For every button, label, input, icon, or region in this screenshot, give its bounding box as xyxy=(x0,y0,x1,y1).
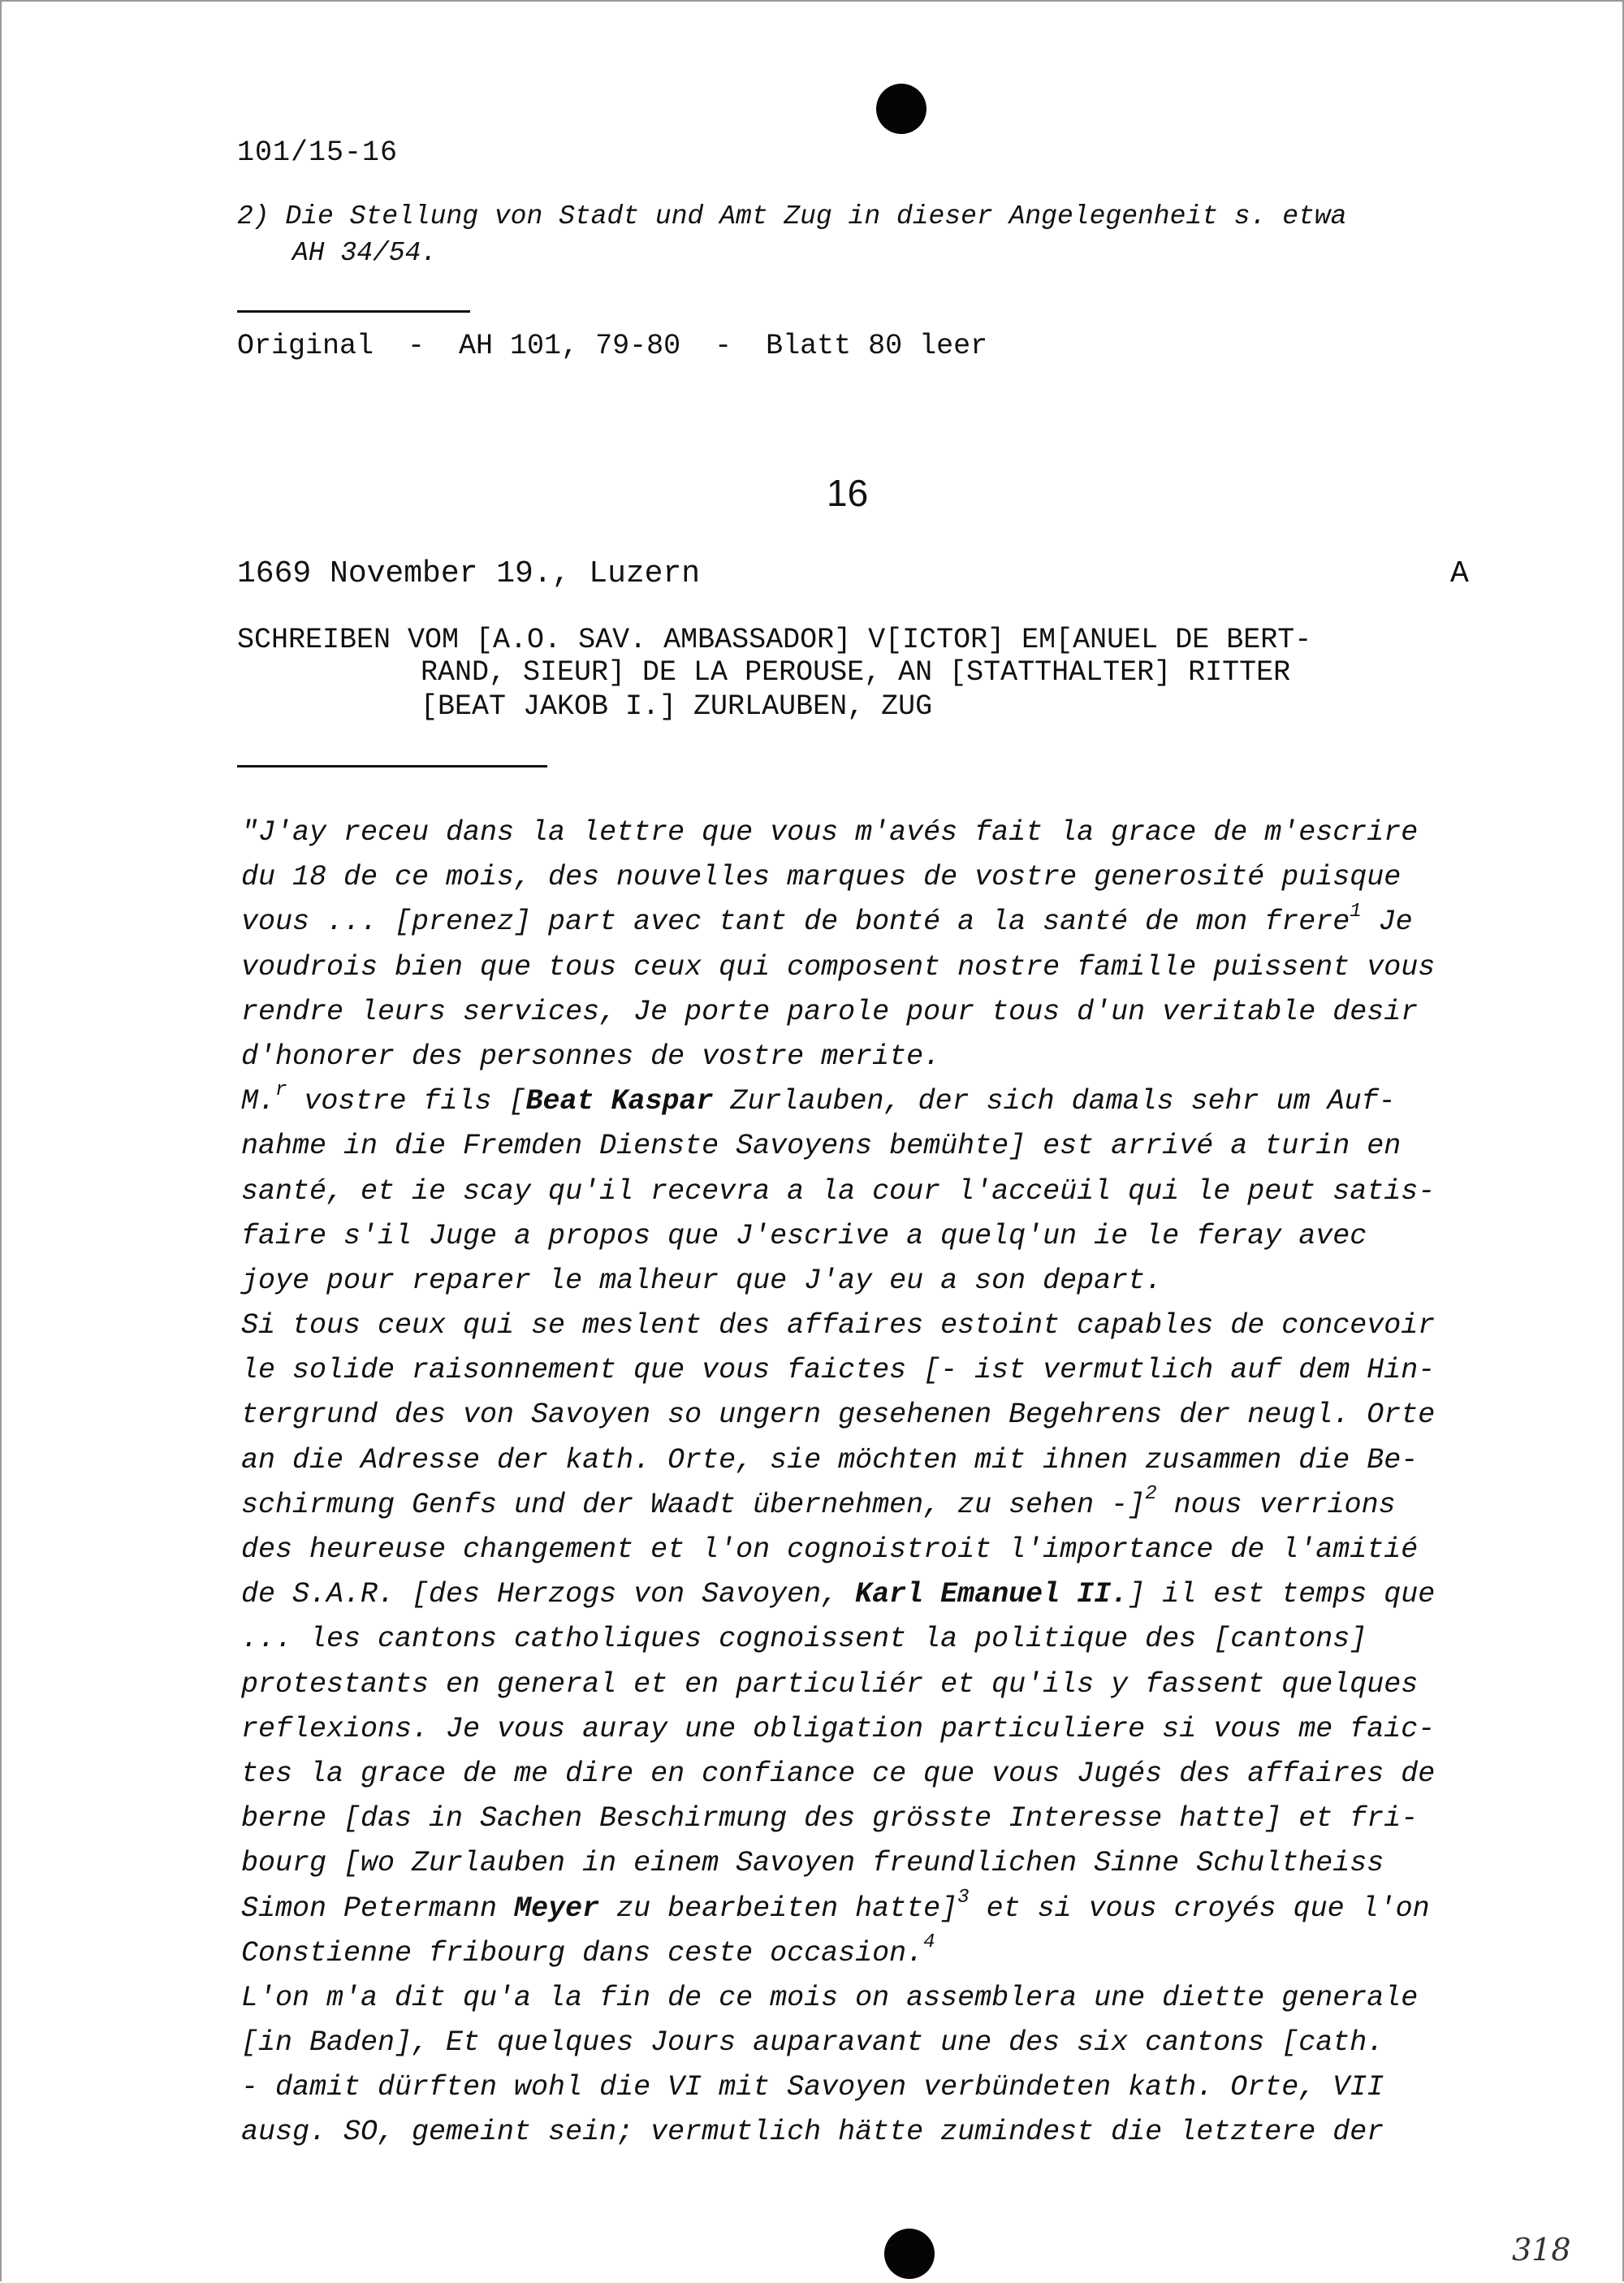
body-line: de S.A.R. [des Herzogs von Savoyen, Karl Emanuel II.] il est temps que xyxy=(241,1578,1436,1611)
body-line: schirmung Genfs und der Waadt übernehmen, zu sehen -]$^2$ nous verrions xyxy=(241,1483,1396,1521)
body-line: - damit dürften wohl die VI mit Savoyen verbündeten kath. Orte, VII xyxy=(241,2071,1384,2104)
footnote-ref: 1 xyxy=(1350,900,1362,923)
letter-body xyxy=(241,811,1435,2155)
footnote-line-1: 2) Die Stellung von Stadt und Amt Zug in dieser Angelegenheit s. etwa xyxy=(237,201,1347,231)
body-line: santé, et ie scay qu'il recevra a la cour l'acceüil qui le peut satis- xyxy=(241,1174,1436,1208)
body-line: [in Baden], Et quelques Jours auparavant une des six cantons [cath. xyxy=(241,2026,1384,2060)
body-line: tergrund des von Savoyen so ungern gesehenen Begehrens der neugl. Orte xyxy=(241,1399,1436,1432)
body-line: Constienne fribourg dans ceste occasion.$^4$ xyxy=(241,1931,935,1970)
handwritten-page-number: 318 xyxy=(1512,2232,1571,2268)
body-line: ... les cantons catholiques cognoissent la politique des [cantons] xyxy=(241,1623,1367,1656)
date-place: 1669 November 19., Luzern xyxy=(237,556,701,591)
punch-hole-bottom xyxy=(884,2229,935,2279)
body-line: reflexions. Je vous auray une obligation particuliere si vous me faic- xyxy=(241,1712,1436,1745)
body-line: du 18 de ce mois, des nouvelles marques de vostre generosité puisque xyxy=(241,861,1402,894)
person-name: Beat Kaspar xyxy=(525,1085,714,1118)
body-line: L'on m'a dit qu'a la fin de ce mois on assemblera une diette generale xyxy=(241,1981,1419,2014)
body-line: tes la grace de me dire en confiance ce que vous Jugés des affaires de xyxy=(241,1757,1436,1790)
document-title-line-2: RAND, SIEUR] DE LA PEROUSE, AN [STATTHALTER] RITTER xyxy=(421,656,1291,689)
divider xyxy=(237,310,470,313)
body-line: an die Adresse der kath. Orte, sie möchten mit ihnen zusammen die Be- xyxy=(241,1443,1419,1477)
body-line: vous ... [prenez] part avec tant de bonté a la santé de mon frere$^1$ Je xyxy=(241,900,1413,939)
body-line: des heureuse changement et l'on cognoistroit l'importance de l'amitié xyxy=(241,1533,1419,1566)
punch-hole-top xyxy=(876,84,926,134)
body-line: bourg [wo Zurlauben in einem Savoyen freundlichen Sinne Schultheiss xyxy=(241,1847,1384,1880)
footnote-ref: 3 xyxy=(957,1886,970,1909)
footnote-ref: 4 xyxy=(923,1931,935,1954)
source-line: Original - AH 101, 79-80 - Blatt 80 leer xyxy=(237,330,988,362)
body-line: Si tous ceux qui se meslent des affaires estoint capables de concevoir xyxy=(241,1309,1436,1343)
body-line: "J'ay receu dans la lettre que vous m'avés fait la grace de m'escrire xyxy=(241,816,1419,849)
body-line: le solide raisonnement que vous faictes [- ist vermutlich auf dem Hin- xyxy=(241,1354,1436,1387)
body-line: d'honorer des personnes de vostre merite. xyxy=(241,1040,941,1073)
body-line: M.$^r$ vostre fils [Beat Kaspar Zurlauben, der sich damals sehr um Auf- xyxy=(241,1079,1396,1118)
divider xyxy=(237,765,547,767)
document-title-line-3: [BEAT JAKOB I.] ZURLAUBEN, ZUG xyxy=(421,690,933,723)
body-line: rendre leurs services, Je porte parole pour tous d'un veritable desir xyxy=(241,995,1419,1028)
body-line: nahme in die Fremden Dienste Savoyens bemühte] est arrivé a turin en xyxy=(241,1130,1402,1163)
body-line: joye pour reparer le malheur que J'ay eu a son depart. xyxy=(241,1264,1163,1297)
person-name: Meyer xyxy=(514,1892,600,1925)
reference-number: 101/15-16 xyxy=(237,136,399,169)
person-name: Karl Emanuel II. xyxy=(855,1578,1129,1611)
footnote-line-2: AH 34/54. xyxy=(292,238,438,268)
classification-letter: A xyxy=(1450,556,1469,591)
body-line: berne [das in Sachen Beschirmung des grösste Interesse hatte] et fri- xyxy=(241,1802,1419,1835)
body-line: voudrois bien que tous ceux qui composent nostre famille puissent vous xyxy=(241,950,1436,984)
footnote-ref: 2 xyxy=(1145,1483,1157,1506)
body-line: faire s'il Juge a propos que J'escrive a quelq'un ie le feray avec xyxy=(241,1219,1367,1252)
body-line: protestants en general et en particuliér et qu'ils y fassent quelques xyxy=(241,1667,1419,1701)
document-number: 16 xyxy=(827,472,869,514)
document-title-line-1: SCHREIBEN VOM [A.O. SAV. AMBASSADOR] V[ICTOR] EM[ANUEL DE BERT- xyxy=(237,624,1312,656)
body-line: ausg. SO, gemeint sein; vermutlich hätte zumindest die letztere der xyxy=(241,2116,1384,2149)
body-line: Simon Petermann Meyer zu bearbeiten hatte]$^3$ et si vous croyés que l'on xyxy=(241,1886,1430,1925)
